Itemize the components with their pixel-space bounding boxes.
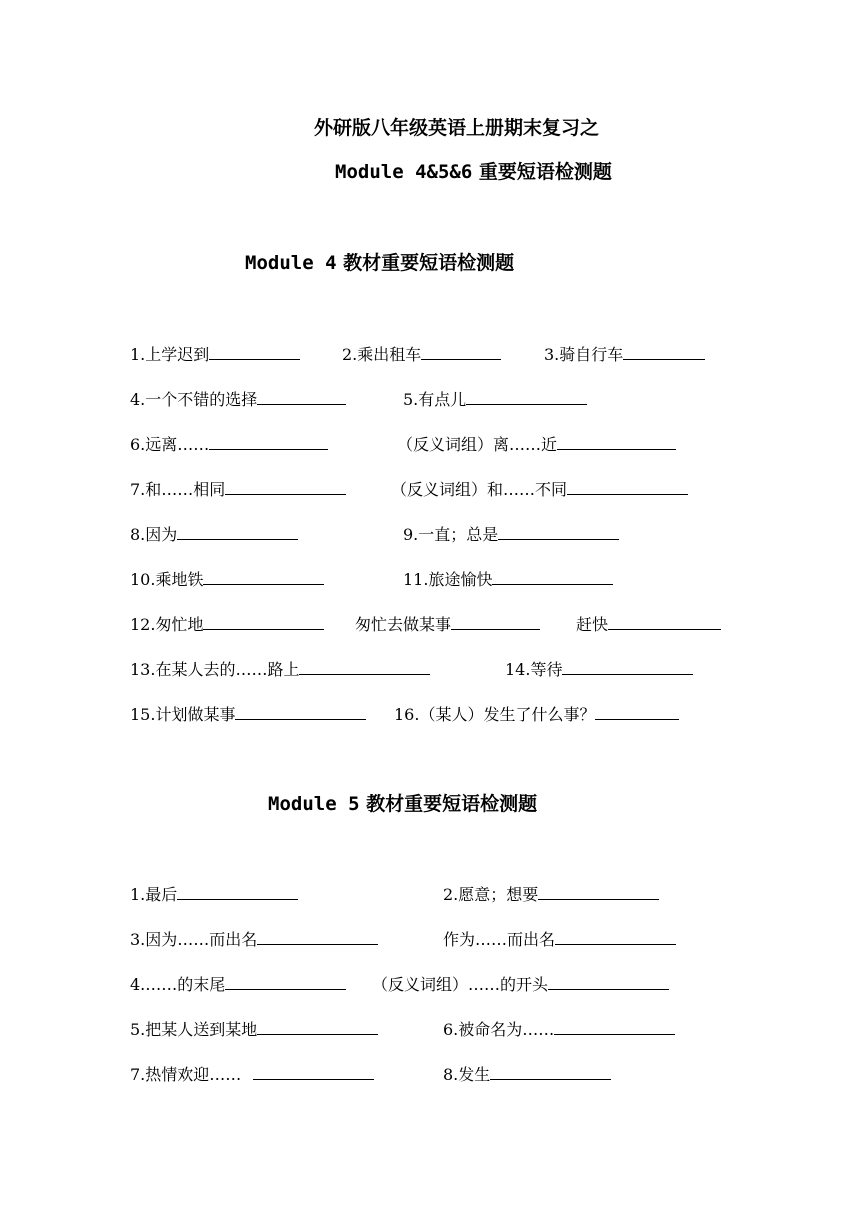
answer-blank[interactable] bbox=[567, 479, 688, 495]
module5-heading-text: 教材重要短语检测题 bbox=[359, 793, 538, 815]
m5-item-7 bbox=[130, 1064, 374, 1084]
m5-item-2-label: 2.愿意；想要 bbox=[443, 885, 539, 904]
answer-blank[interactable] bbox=[538, 884, 659, 900]
m4-item-11-label: 11.旅途愉快 bbox=[403, 570, 493, 589]
answer-blank[interactable] bbox=[225, 479, 346, 495]
m4-item-15-label: 15.计划做某事 bbox=[130, 705, 236, 724]
m4-item-10-label: 10.乘地铁 bbox=[130, 570, 204, 589]
module4-heading bbox=[245, 251, 514, 275]
m4-item-15 bbox=[130, 704, 366, 724]
m4-item-6-label: 6.远离…… bbox=[130, 435, 210, 454]
answer-blank[interactable] bbox=[562, 659, 693, 675]
m4-item-14 bbox=[505, 659, 693, 679]
answer-blank[interactable] bbox=[492, 569, 613, 585]
m4-item-12b bbox=[355, 614, 540, 634]
m4-item-6-antonym bbox=[397, 434, 676, 454]
answer-blank[interactable] bbox=[548, 974, 669, 990]
answer-blank[interactable] bbox=[608, 614, 721, 630]
m4-item-12b-label: 匆忙去做某事 bbox=[355, 615, 452, 634]
m5-item-1-label: 1.最后 bbox=[130, 885, 178, 904]
m5-item-4b-label: （反义词组）……的开头 bbox=[372, 975, 549, 994]
answer-blank[interactable] bbox=[177, 524, 298, 540]
m4-item-5-label: 5.有点儿 bbox=[403, 390, 467, 409]
answer-blank[interactable] bbox=[235, 704, 366, 720]
m4-item-9-label: 9.一直；总是 bbox=[403, 525, 499, 544]
answer-blank[interactable] bbox=[257, 929, 378, 945]
answer-blank[interactable] bbox=[555, 929, 676, 945]
m5-item-8-label: 8.发生 bbox=[443, 1065, 491, 1084]
answer-blank[interactable] bbox=[490, 1064, 611, 1080]
answer-blank[interactable] bbox=[203, 614, 324, 630]
m5-item-3b-label: 作为……而出名 bbox=[443, 930, 556, 949]
m4-item-8 bbox=[130, 524, 298, 544]
m4-item-5 bbox=[403, 389, 587, 409]
module4-heading-module: Module 4 bbox=[245, 252, 337, 274]
m5-item-4 bbox=[130, 974, 346, 994]
m4-item-7-antonym-label: （反义词组）和……不同 bbox=[391, 480, 568, 499]
m4-item-11 bbox=[403, 569, 613, 589]
m4-item-7-label: 7.和……相同 bbox=[130, 480, 226, 499]
m5-item-6 bbox=[443, 1019, 675, 1039]
m4-item-4 bbox=[130, 389, 346, 409]
m4-item-2-label: 2.乘出租车 bbox=[342, 345, 422, 364]
m4-item-16-label: 16.（某人）发生了什么事？ bbox=[394, 705, 596, 724]
m5-item-3b bbox=[443, 929, 676, 949]
answer-blank[interactable] bbox=[421, 344, 501, 360]
answer-blank[interactable] bbox=[209, 434, 328, 450]
page-subtitle-text: 重要短语检测题 bbox=[472, 161, 612, 183]
answer-blank[interactable] bbox=[257, 389, 346, 405]
m4-item-14-label: 14.等待 bbox=[505, 660, 563, 679]
m4-item-7 bbox=[130, 479, 346, 499]
m5-item-5 bbox=[130, 1019, 378, 1039]
module5-heading-module: Module 5 bbox=[268, 793, 360, 815]
m5-item-6-label: 6.被命名为…… bbox=[443, 1020, 555, 1039]
m4-item-1 bbox=[130, 344, 300, 364]
answer-blank[interactable] bbox=[451, 614, 540, 630]
answer-blank[interactable] bbox=[257, 1019, 378, 1035]
page-title: 外研版八年级英语上册期末复习之 bbox=[314, 117, 600, 139]
m5-item-4-label: 4.……的末尾 bbox=[130, 975, 226, 994]
m4-item-13-label: 13.在某人去的……路上 bbox=[130, 660, 300, 679]
m4-item-12c bbox=[576, 614, 721, 634]
module4-heading-text: 教材重要短语检测题 bbox=[336, 252, 515, 274]
page-subtitle-module: Module 4&5&6 bbox=[335, 161, 473, 183]
answer-blank[interactable] bbox=[466, 389, 587, 405]
m5-item-3 bbox=[130, 929, 378, 949]
m4-item-6-antonym-label: （反义词组）离……近 bbox=[397, 435, 558, 454]
m4-item-13 bbox=[130, 659, 430, 679]
m5-item-3-label: 3.因为……而出名 bbox=[130, 930, 258, 949]
answer-blank[interactable] bbox=[554, 1019, 675, 1035]
page-subtitle bbox=[335, 160, 612, 184]
answer-blank[interactable] bbox=[209, 344, 300, 360]
m5-item-4b bbox=[372, 974, 669, 994]
answer-blank[interactable] bbox=[498, 524, 619, 540]
m5-item-8 bbox=[443, 1064, 611, 1084]
answer-blank[interactable] bbox=[253, 1064, 374, 1080]
m4-item-12 bbox=[130, 614, 324, 634]
m4-item-8-label: 8.因为 bbox=[130, 525, 178, 544]
m4-item-12-label: 12.匆忙地 bbox=[130, 615, 204, 634]
m4-item-1-label: 1.上学迟到 bbox=[130, 345, 210, 364]
m4-item-12c-label: 赶快 bbox=[576, 615, 609, 634]
m4-item-4-label: 4.一个不错的选择 bbox=[130, 390, 258, 409]
m4-item-7-antonym bbox=[391, 479, 688, 499]
m5-item-1 bbox=[130, 884, 298, 904]
answer-blank[interactable] bbox=[623, 344, 705, 360]
answer-blank[interactable] bbox=[177, 884, 298, 900]
m4-item-2 bbox=[342, 344, 501, 364]
m4-item-9 bbox=[403, 524, 619, 544]
m4-item-10 bbox=[130, 569, 324, 589]
answer-blank[interactable] bbox=[595, 704, 679, 720]
m4-item-3-label: 3.骑自行车 bbox=[544, 345, 624, 364]
answer-blank[interactable] bbox=[225, 974, 346, 990]
m4-item-3 bbox=[544, 344, 705, 364]
answer-blank[interactable] bbox=[557, 434, 676, 450]
m4-item-6 bbox=[130, 434, 328, 454]
answer-blank[interactable] bbox=[203, 569, 324, 585]
m4-item-16 bbox=[394, 704, 679, 724]
m5-item-7-label: 7.热情欢迎…… bbox=[130, 1065, 242, 1084]
module5-heading bbox=[268, 792, 537, 816]
m5-item-2 bbox=[443, 884, 659, 904]
answer-blank[interactable] bbox=[299, 659, 430, 675]
m5-item-5-label: 5.把某人送到某地 bbox=[130, 1020, 258, 1039]
